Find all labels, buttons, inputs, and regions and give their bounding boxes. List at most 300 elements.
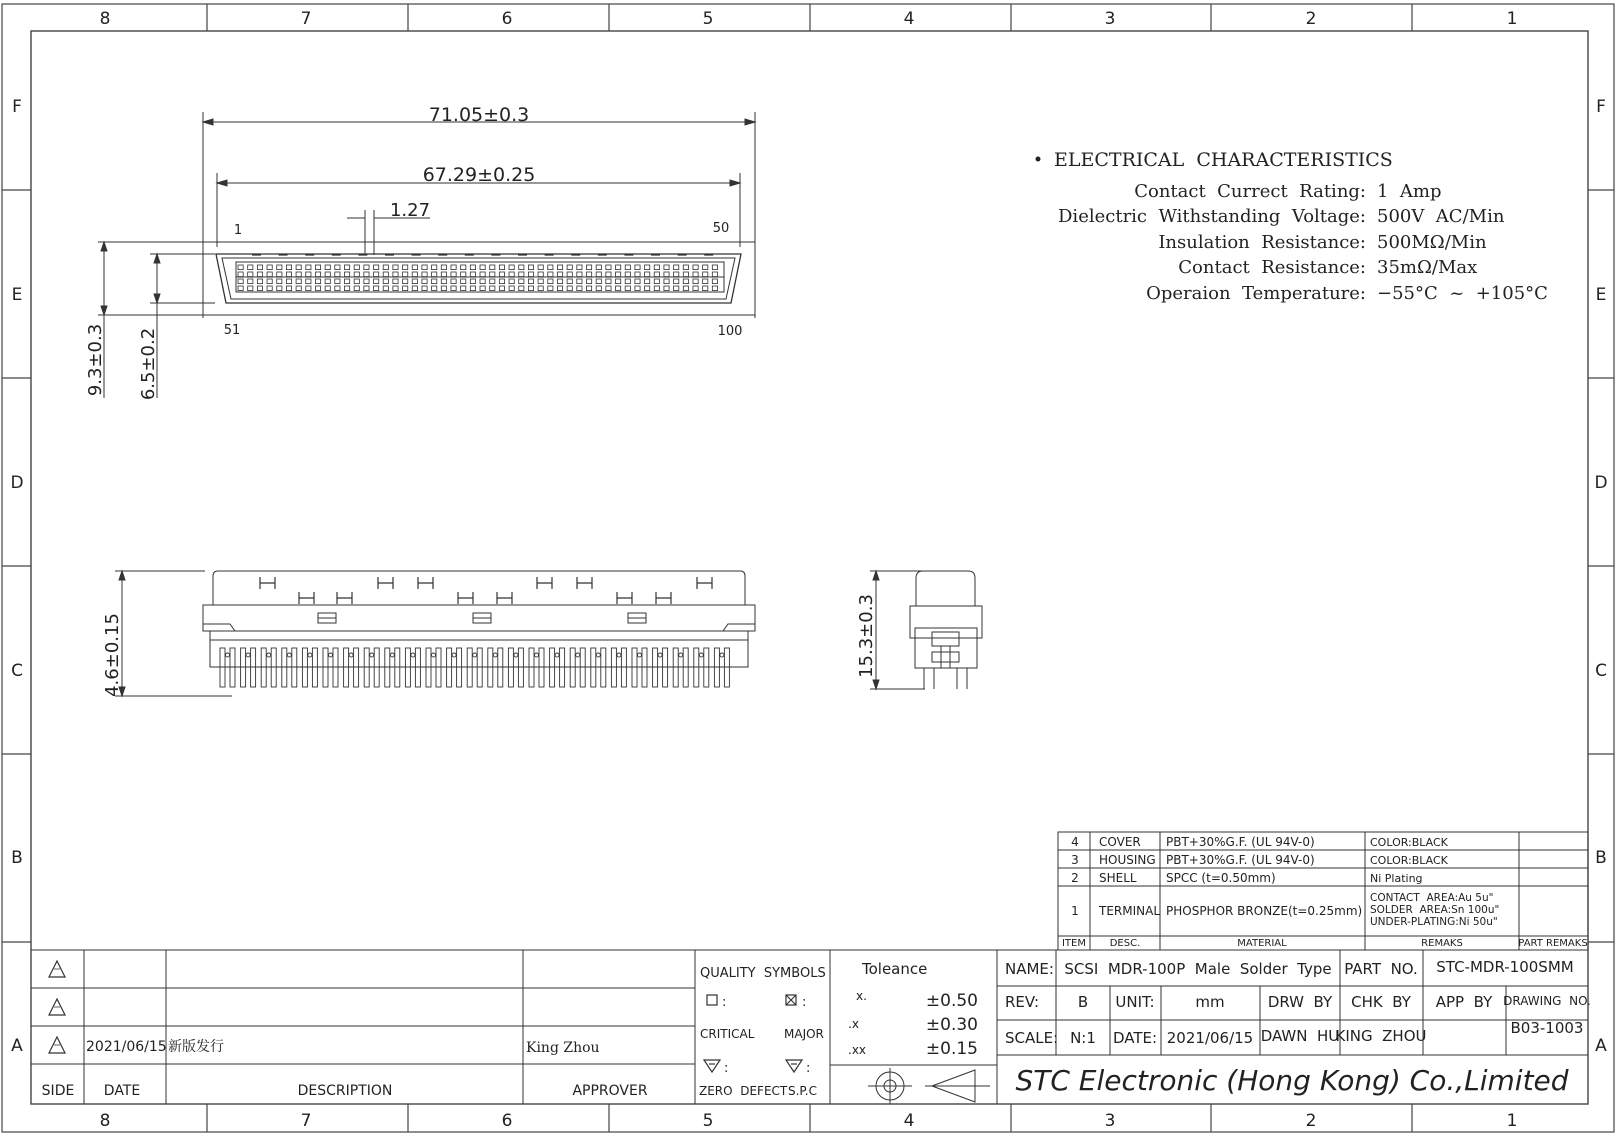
pin-contact (625, 286, 630, 291)
pin-contact (344, 272, 349, 277)
pin-contact (257, 272, 262, 277)
pin-contact (499, 272, 504, 277)
bom-desc-2: SHELL (1099, 871, 1137, 885)
pin-contact (470, 272, 475, 277)
pin-contact (645, 279, 650, 284)
pin-contact (625, 279, 630, 284)
pin-contact (490, 286, 495, 291)
pin-contact (480, 286, 485, 291)
pin-contact (499, 265, 504, 270)
pin-contact (412, 286, 417, 291)
tolerance-fmt-1: .x (848, 1017, 859, 1031)
pin-contact (683, 265, 688, 270)
scale-label: SCALE: (1005, 1029, 1059, 1047)
pin-hole (308, 653, 312, 657)
pin-hole (411, 653, 415, 657)
dim-inner-width: 67.29±0.25 (422, 164, 536, 186)
pin-contact (335, 279, 340, 284)
bom-desc-4: COVER (1099, 835, 1141, 849)
row-left-D: D (10, 473, 24, 493)
pin-hole (390, 653, 394, 657)
pin-contact (606, 279, 611, 284)
pin-contact (364, 279, 369, 284)
pin-contact (335, 272, 340, 277)
pin-contact (567, 286, 572, 291)
pin-contact (325, 286, 330, 291)
elec-value-3: 35mΩ/Max (1377, 257, 1478, 278)
row-right-E: E (1595, 285, 1607, 305)
pin-contact (306, 265, 311, 270)
pin-contact (693, 272, 698, 277)
pin-contact (509, 286, 514, 291)
tolerance-fmt-2: .xx (848, 1043, 867, 1057)
pin-contact (335, 265, 340, 270)
h-mark (577, 577, 592, 589)
col-top-8: 8 (99, 9, 111, 29)
drw-by-value: DAWN HU (1260, 1027, 1340, 1045)
pin-contact (703, 279, 708, 284)
quality-title: QUALITY SYMBOLS (700, 966, 826, 981)
pin-contact (296, 272, 301, 277)
revision-date-2: 2021/06/15 (86, 1039, 167, 1055)
h-mark (458, 592, 473, 604)
pin-contact (374, 279, 379, 284)
pin-contact (248, 265, 253, 270)
pin-contact (267, 279, 272, 284)
pin-contact (586, 265, 591, 270)
pin-contact (286, 279, 291, 284)
pin-hole (226, 653, 230, 657)
row-right-C: C (1595, 661, 1607, 681)
pin-contact (703, 265, 708, 270)
tolerance-val-2: ±0.15 (925, 1039, 978, 1059)
pin-contact (674, 286, 679, 291)
pin-contact (509, 272, 514, 277)
pin-contact (548, 272, 553, 277)
pin-hole (535, 653, 539, 657)
pin-contact (296, 279, 301, 284)
pin-contact (248, 279, 253, 284)
quality-critical: CRITICAL (700, 1027, 755, 1041)
title-block (997, 950, 1591, 1097)
major-colon: : (802, 995, 807, 1010)
pin-label-51: 51 (223, 323, 241, 338)
pin-contact (277, 279, 282, 284)
pin-contact (441, 286, 446, 291)
col-bottom-5: 5 (702, 1111, 714, 1131)
unit-value: mm (1195, 993, 1225, 1011)
pin-contact (364, 265, 369, 270)
pin-contact (683, 279, 688, 284)
pin-contact (548, 286, 553, 291)
pin-hole (246, 653, 250, 657)
bom-remark-2: Ni Plating (1370, 872, 1423, 885)
pin-contact (616, 279, 621, 284)
pin-contact (286, 272, 291, 277)
pin-contact (548, 279, 553, 284)
rev-value: B (1077, 993, 1089, 1011)
pin-contact (509, 279, 514, 284)
pin-contact (325, 279, 330, 284)
rev-label: REV: (1005, 993, 1039, 1011)
company-name: STC Electronic (Hong Kong) Co.,Limited (1015, 1064, 1569, 1097)
pin-contact (616, 272, 621, 277)
pin-contact (238, 272, 243, 277)
col-top-3: 3 (1104, 9, 1116, 29)
pin-contact (683, 286, 688, 291)
pin-contact (461, 272, 466, 277)
pin-hole (370, 653, 374, 657)
pin-contact (286, 286, 291, 291)
pin-contact (451, 272, 456, 277)
pin-contact (664, 272, 669, 277)
pin-contact (441, 279, 446, 284)
elec-value-1: 500V AC/Min (1377, 206, 1505, 227)
pin-contact (354, 286, 359, 291)
top-view (85, 104, 755, 400)
electrical-title: ELECTRICAL CHARACTERISTICS (1054, 149, 1393, 171)
pin-contact (383, 265, 388, 270)
pin-contact (257, 286, 262, 291)
name-label: NAME: (1005, 960, 1054, 978)
pin-contact (548, 265, 553, 270)
pin-contact (296, 265, 301, 270)
row-right-A: A (1595, 1036, 1607, 1056)
pin-contact (654, 279, 659, 284)
col-bottom-3: 3 (1104, 1111, 1116, 1131)
pin-contact (441, 265, 446, 270)
bom-material-4: PBT+30%G.F. (UL 94V-0) (1166, 835, 1315, 849)
col-top-5: 5 (702, 9, 714, 29)
pin-contact (422, 279, 427, 284)
pin-contact (625, 272, 630, 277)
col-bottom-8: 8 (99, 1111, 111, 1131)
revision-header-approver: APPROVER (572, 1083, 648, 1099)
end-view (870, 571, 982, 689)
tolerance-title: Toleance (862, 960, 928, 978)
pin-contact (567, 272, 572, 277)
bom-table (1058, 832, 1588, 950)
pin-contact (238, 286, 243, 291)
bom-item-1: 1 (1071, 904, 1079, 918)
pin-contact (586, 286, 591, 291)
row-left-B: B (11, 848, 23, 868)
critical-square-icon (707, 995, 717, 1005)
pin-contact (654, 272, 659, 277)
pin-contact (645, 286, 650, 291)
pin-contact (664, 265, 669, 270)
elec-label-1: Dielectric Withstanding Voltage: (1058, 206, 1366, 227)
bom-item-3: 3 (1071, 853, 1079, 867)
pin-contact (470, 279, 475, 284)
pin-hole (329, 653, 333, 657)
col-bottom-4: 4 (903, 1111, 915, 1131)
pin-contact (683, 272, 688, 277)
pin-contact (703, 272, 708, 277)
col-bottom-2: 2 (1305, 1111, 1317, 1131)
drawing-no-value: B03-1003 (1510, 1019, 1584, 1037)
tolerance-fmt-0: x. (856, 989, 867, 1003)
pin-contact (374, 272, 379, 277)
pin-contact (277, 272, 282, 277)
revision-header-description: DESCRIPTION (297, 1083, 393, 1099)
pin-contact (635, 272, 640, 277)
pin-contact (596, 279, 601, 284)
chk-by-value: KING ZHOU (1335, 1027, 1427, 1045)
pin-contact (519, 279, 524, 284)
col-top-1: 1 (1506, 9, 1518, 29)
pin-contact (519, 286, 524, 291)
pin-contacts (238, 265, 718, 291)
pin-contact (519, 272, 524, 277)
pin-hole (493, 653, 497, 657)
pin-hole (679, 653, 683, 657)
pin-contact (712, 286, 717, 291)
row-right-D: D (1594, 473, 1608, 493)
pin-contact (490, 265, 495, 270)
pin-contact (306, 286, 311, 291)
pin-contact (364, 286, 369, 291)
h-mark (497, 592, 512, 604)
pin-contact (403, 286, 408, 291)
pin-contact (344, 265, 349, 270)
pin-hole (555, 653, 559, 657)
pin-contact (606, 286, 611, 291)
pin-contact (528, 279, 533, 284)
pin-contact (286, 265, 291, 270)
pin-contact (354, 279, 359, 284)
pin-hole (349, 653, 353, 657)
pin-contact (693, 265, 698, 270)
bom-header-desc: DESC. (1109, 938, 1141, 949)
bom-header-part-remarks: PART REMAKS (1518, 938, 1588, 949)
row-left-F: F (12, 97, 22, 117)
pin-contact (625, 265, 630, 270)
bom-material-1: PHOSPHOR BRONZE(t=0.25mm) (1166, 904, 1363, 918)
col-top-7: 7 (300, 9, 312, 29)
pin-hole (473, 653, 477, 657)
product-name: SCSI MDR-100P Male Solder Type (1064, 960, 1332, 978)
pin-contact (664, 279, 669, 284)
pin-contact (403, 272, 408, 277)
date-label: DATE: (1112, 1029, 1158, 1047)
pin-contact (557, 279, 562, 284)
pin-contact (567, 279, 572, 284)
pin-contact (325, 265, 330, 270)
zero-defect-triangle-icon (704, 1060, 720, 1072)
pin-contact (335, 286, 340, 291)
pin-contact (412, 279, 417, 284)
unit-label: UNIT: (1115, 993, 1155, 1011)
dim-pitch: 1.27 (389, 200, 431, 221)
pin-contact (267, 286, 272, 291)
bom-header-material: MATERIAL (1237, 938, 1287, 949)
pin-contact (703, 286, 708, 291)
pin-contact (480, 279, 485, 284)
pin-hole (287, 653, 291, 657)
pin-contact (422, 272, 427, 277)
app-by-label: APP BY (1435, 993, 1493, 1011)
bom-desc-1: TERMINAL (1099, 904, 1161, 918)
pin-contact (674, 265, 679, 270)
pin-contact (645, 272, 650, 277)
part-no-label: PART NO. (1344, 960, 1418, 978)
h-mark (337, 592, 352, 604)
pin-contact (315, 286, 320, 291)
pin-contact (393, 279, 398, 284)
pin-contact (451, 279, 456, 284)
h-mark (617, 592, 632, 604)
pin-contact (693, 286, 698, 291)
pin-contact (586, 272, 591, 277)
pin-contact (277, 286, 282, 291)
revision-approver-2: King Zhou (526, 1040, 600, 1056)
dim-outer-height: 9.3±0.3 (85, 323, 106, 397)
pin-contact (577, 272, 582, 277)
pin-contact (393, 272, 398, 277)
col-top-2: 2 (1305, 9, 1317, 29)
pin-contact (315, 272, 320, 277)
pin-contact (596, 272, 601, 277)
spc-triangle-icon (786, 1060, 802, 1072)
pin-contact (528, 272, 533, 277)
pin-contact (354, 265, 359, 270)
pin-contact (441, 272, 446, 277)
pin-contact (674, 279, 679, 284)
pin-contact (538, 265, 543, 270)
pin-contact (528, 265, 533, 270)
pin-contact (674, 272, 679, 277)
pin-contact (383, 286, 388, 291)
pin-contact (712, 272, 717, 277)
side-view (102, 571, 755, 697)
tolerance-val-0: ±0.50 (925, 991, 978, 1011)
pin-contact (315, 279, 320, 284)
h-mark (537, 577, 552, 589)
pin-contact (412, 272, 417, 277)
pin-hole (596, 653, 600, 657)
pin-contact (490, 279, 495, 284)
revision-header-side: SIDE (41, 1083, 75, 1099)
pin-contact (712, 279, 717, 284)
pin-contact (257, 279, 262, 284)
row-left-C: C (11, 661, 23, 681)
pin-contact (693, 279, 698, 284)
dim-inner-height: 6.5±0.2 (138, 327, 159, 401)
pin-contact (325, 272, 330, 277)
pin-contact (480, 272, 485, 277)
pin-contact (664, 286, 669, 291)
h-mark (260, 577, 275, 589)
quality-zero-defect: ZERO DEFECT (699, 1084, 788, 1098)
dim-overall-width: 71.05±0.3 (428, 104, 530, 126)
pin-contact (461, 265, 466, 270)
bom-remark-1c: UNDER-PLATING:Ni 50u" (1370, 916, 1498, 928)
col-bottom-6: 6 (501, 1111, 513, 1131)
pin-contact (557, 272, 562, 277)
bullet-icon (1036, 157, 1041, 162)
tolerance-val-1: ±0.30 (925, 1015, 978, 1035)
pin-contact (257, 265, 262, 270)
pin-contact (577, 279, 582, 284)
pin-contact (432, 279, 437, 284)
quality-symbols (699, 950, 830, 1104)
bom-remark-4: COLOR:BLACK (1370, 836, 1448, 849)
col-bottom-7: 7 (300, 1111, 312, 1131)
pin-contact (432, 265, 437, 270)
pin-contact (480, 265, 485, 270)
bom-material-3: PBT+30%G.F. (UL 94V-0) (1166, 853, 1315, 867)
pin-hole (720, 653, 724, 657)
pin-contact (374, 286, 379, 291)
pin-hole (699, 653, 703, 657)
pin-label-100: 100 (717, 324, 743, 339)
third-angle-projection-icon (868, 1068, 990, 1104)
chk-by-label: CHK BY (1351, 993, 1411, 1011)
spc-colon: : (806, 1061, 811, 1076)
elec-label-3: Contact Resistance: (1178, 257, 1366, 278)
pin-contact (712, 265, 717, 270)
pin-contact (557, 265, 562, 270)
bom-header-remarks: REMAKS (1421, 938, 1463, 949)
pin-contact (248, 272, 253, 277)
pin-contact (490, 272, 495, 277)
pin-contact (635, 265, 640, 270)
pin-contact (354, 272, 359, 277)
pin-contact (277, 265, 282, 270)
pin-contact (393, 265, 398, 270)
pin-contact (557, 286, 562, 291)
row-left-A: A (11, 1036, 23, 1056)
pin-contact (344, 286, 349, 291)
elec-value-4: −55°C ~ +105°C (1377, 283, 1548, 304)
pin-hole (617, 653, 621, 657)
pin-contact (519, 265, 524, 270)
h-mark (299, 592, 314, 604)
pin-contact (422, 286, 427, 291)
pin-contact (364, 272, 369, 277)
bom-remark-1a: CONTACT AREA:Au 5u" (1370, 892, 1494, 904)
pin-contact (538, 272, 543, 277)
pin-contact (470, 265, 475, 270)
critical-colon: : (722, 995, 727, 1010)
pin-contact (538, 279, 543, 284)
zero-defect-colon: : (724, 1061, 729, 1076)
pin-contact (606, 272, 611, 277)
pin-contact (461, 286, 466, 291)
pin-contact (596, 265, 601, 270)
pin-contact (403, 265, 408, 270)
pin-contact (509, 265, 514, 270)
revision-triangles (49, 961, 65, 1053)
pin-contact (635, 286, 640, 291)
bom-material-2: SPCC (t=0.50mm) (1166, 871, 1276, 885)
elec-label-2: Insulation Resistance: (1158, 232, 1366, 253)
h-mark (697, 577, 712, 589)
pin-hole (267, 653, 271, 657)
bom-remark-3: COLOR:BLACK (1370, 854, 1448, 867)
pin-contact (344, 279, 349, 284)
revision-header-date: DATE (103, 1083, 141, 1099)
pin-contact (654, 286, 659, 291)
dim-end-height: 15.3±0.3 (856, 594, 877, 678)
pin-contact (635, 279, 640, 284)
pin-hole (576, 653, 580, 657)
pin-contact (374, 265, 379, 270)
pin-contact (577, 286, 582, 291)
pin-contact (616, 286, 621, 291)
h-mark (656, 592, 671, 604)
